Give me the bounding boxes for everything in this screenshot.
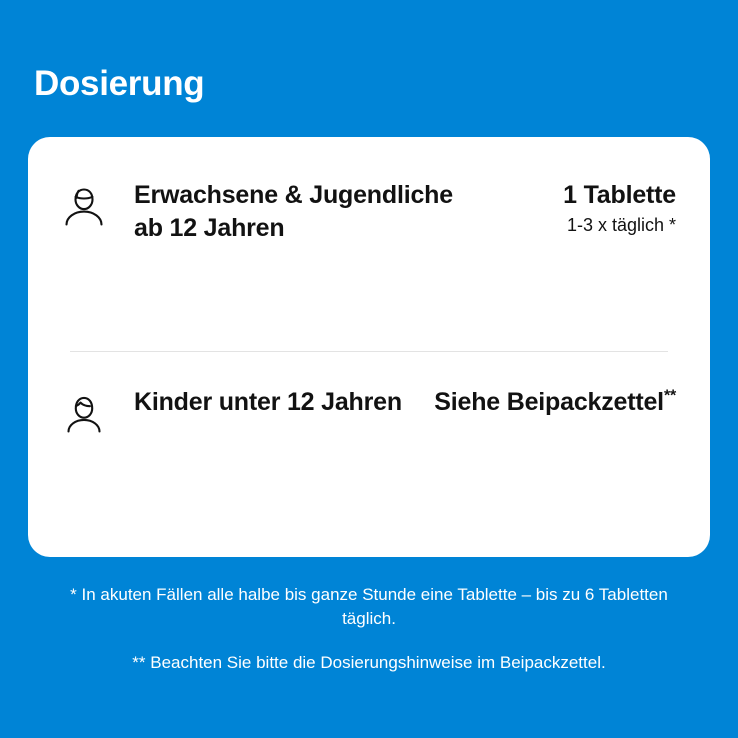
footnote-marker: ** xyxy=(663,387,676,405)
dosage-value-children-text: Siehe Beipackzettel xyxy=(434,387,664,416)
footnote-single-asterisk: * In akuten Fällen alle halbe bis ganze Stunde eine Tablette – bis zu 6 Tabletten täglich. xyxy=(70,585,668,629)
dosage-value-adults: 1 Tablette 1-3 x täglich * xyxy=(563,181,676,235)
footnotes xyxy=(28,583,710,675)
footnote-double-asterisk: ** Beachten Sie bitte die Dosierungshinweise im Beipackzettel. xyxy=(132,653,606,673)
dosage-card xyxy=(28,137,710,557)
dosage-value-children xyxy=(434,386,676,418)
child-person-icon xyxy=(62,386,134,436)
dosage-label-children: Kinder unter 12 Jahren xyxy=(134,387,402,416)
adult-person-icon xyxy=(62,179,134,229)
dosage-label-adults: Erwachsene & Jugendliche ab 12 Jahren xyxy=(134,181,453,243)
page-title: Dosierung xyxy=(34,64,205,103)
dosage-row-adults xyxy=(62,137,676,351)
dosage-row-children xyxy=(62,352,676,558)
